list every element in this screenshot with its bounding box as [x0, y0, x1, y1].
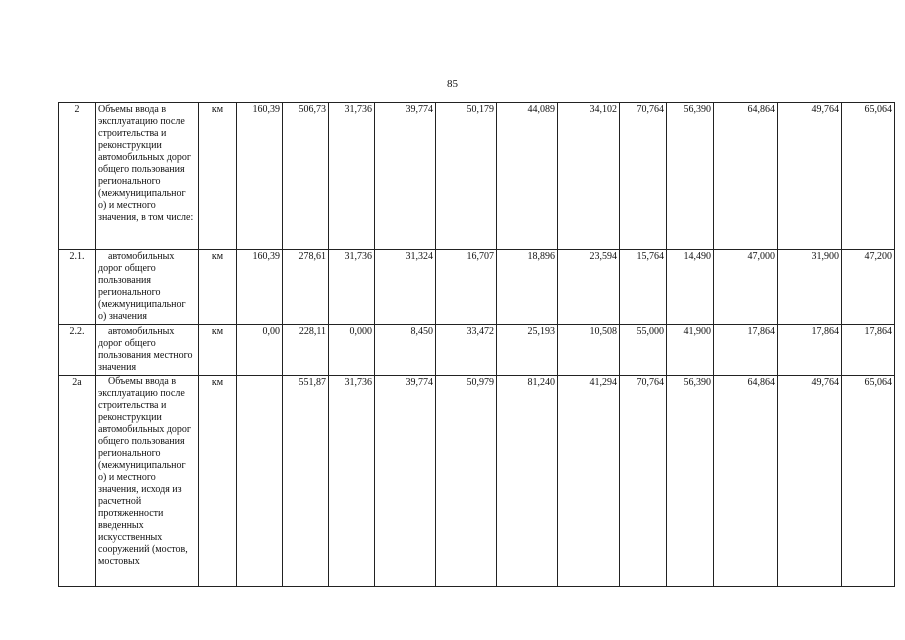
value-cell: 31,736	[329, 103, 375, 250]
value-cell: 31,900	[778, 250, 842, 325]
value-cell: 41,294	[558, 376, 620, 587]
value-cell: 65,064	[842, 376, 895, 587]
table-row	[59, 250, 895, 325]
value-cell: 50,179	[436, 103, 497, 250]
row-description: автомобильных дорог общего пользования местного значения	[96, 325, 199, 376]
value-cell: 64,864	[714, 103, 778, 250]
value-cell: 0,00	[237, 325, 283, 376]
value-cell: 41,900	[667, 325, 714, 376]
value-cell: 17,864	[714, 325, 778, 376]
value-cell: 49,764	[778, 103, 842, 250]
row-description: Объемы ввода в эксплуатацию после строительства и реконструкции автомобильных дорог общего пользования регионального (межмуниципальног о) и местного значения, исходя из расчетной протяженности введенных искусственных сооружений (мостов, мостовых	[96, 376, 199, 587]
row-description: Объемы ввода в эксплуатацию после строительства и реконструкции автомобильных дорог общего пользования регионального (межмуниципальног о) и местного значения, в том числе:	[96, 103, 199, 250]
page-number: 85	[447, 78, 458, 90]
value-cell: 278,61	[283, 250, 329, 325]
value-cell: 47,200	[842, 250, 895, 325]
value-cell: 15,764	[620, 250, 667, 325]
value-cell: 160,39	[237, 103, 283, 250]
value-cell: 0,000	[329, 325, 375, 376]
value-cell: 228,11	[283, 325, 329, 376]
value-cell: 64,864	[714, 376, 778, 587]
value-cell: 39,774	[375, 103, 436, 250]
value-cell: 23,594	[558, 250, 620, 325]
value-cell: 49,764	[778, 376, 842, 587]
unit-cell: км	[199, 103, 237, 250]
value-cell: 33,472	[436, 325, 497, 376]
value-cell: 31,324	[375, 250, 436, 325]
value-cell: 34,102	[558, 103, 620, 250]
value-cell: 56,390	[667, 376, 714, 587]
row-number: 2.1.	[59, 250, 96, 325]
value-cell	[237, 376, 283, 587]
unit-cell: км	[199, 325, 237, 376]
value-cell: 31,736	[329, 250, 375, 325]
unit-cell: км	[199, 376, 237, 587]
value-cell: 551,87	[283, 376, 329, 587]
value-cell: 10,508	[558, 325, 620, 376]
value-cell: 56,390	[667, 103, 714, 250]
row-number: 2а	[59, 376, 96, 587]
value-cell: 14,490	[667, 250, 714, 325]
value-cell: 16,707	[436, 250, 497, 325]
value-cell: 44,089	[497, 103, 558, 250]
value-cell: 18,896	[497, 250, 558, 325]
value-cell: 160,39	[237, 250, 283, 325]
value-cell: 55,000	[620, 325, 667, 376]
value-cell: 17,864	[842, 325, 895, 376]
value-cell: 50,979	[436, 376, 497, 587]
value-cell: 39,774	[375, 376, 436, 587]
unit-cell: км	[199, 250, 237, 325]
value-cell: 17,864	[778, 325, 842, 376]
value-cell: 70,764	[620, 376, 667, 587]
data-table	[58, 102, 895, 587]
table-row	[59, 376, 895, 587]
value-cell: 70,764	[620, 103, 667, 250]
value-cell: 8,450	[375, 325, 436, 376]
value-cell: 81,240	[497, 376, 558, 587]
value-cell: 25,193	[497, 325, 558, 376]
value-cell: 47,000	[714, 250, 778, 325]
row-number: 2	[59, 103, 96, 250]
row-description: автомобильных дорог общего пользования регионального (межмуниципальног о) значения	[96, 250, 199, 325]
table-row	[59, 103, 895, 250]
value-cell: 65,064	[842, 103, 895, 250]
value-cell: 506,73	[283, 103, 329, 250]
value-cell: 31,736	[329, 376, 375, 587]
row-number: 2.2.	[59, 325, 96, 376]
table-row	[59, 325, 895, 376]
